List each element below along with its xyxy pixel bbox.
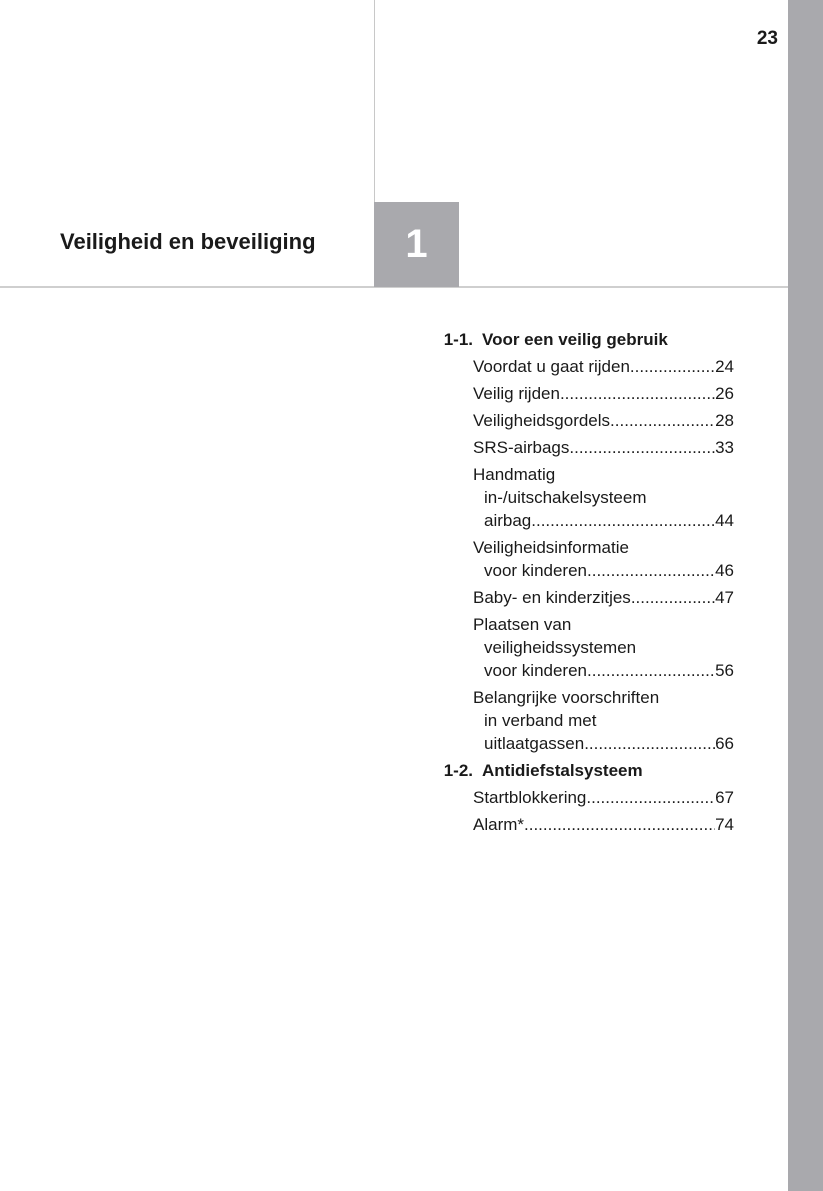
leader-dots xyxy=(587,559,715,582)
toc-entry[interactable] xyxy=(473,613,734,682)
section-number: 1-2. xyxy=(443,761,473,780)
toc-entry-text: voor kinderen xyxy=(484,561,588,580)
toc-entry[interactable] xyxy=(473,786,734,809)
toc-section-heading[interactable] xyxy=(420,328,734,351)
toc-entry-text: Veiligheidsinformatie xyxy=(473,538,629,557)
leader-dots xyxy=(584,732,715,755)
toc-entry-text: Belangrijke voorschriften xyxy=(473,688,660,707)
section-title: Voor een veilig gebruik xyxy=(482,330,668,349)
toc-entry-text: in verband met xyxy=(484,711,597,730)
toc-entry-line xyxy=(473,559,734,582)
toc-entry-text: Veilig rijden xyxy=(473,384,560,403)
toc-entry-text: Startblokkering xyxy=(473,788,587,807)
toc-entry-line xyxy=(473,732,734,755)
toc-page-number: 46 xyxy=(715,561,734,580)
toc-page-number: 67 xyxy=(715,788,734,807)
toc-entry-text: voor kinderen xyxy=(484,661,588,680)
chapter-number-box xyxy=(374,202,459,287)
toc-entry[interactable] xyxy=(473,355,734,378)
toc-entry-line xyxy=(473,659,734,682)
toc-page-number: 74 xyxy=(715,815,734,834)
side-thumb-tab xyxy=(788,0,823,1191)
section-number: 1-1. xyxy=(443,330,473,349)
vertical-divider xyxy=(374,0,375,203)
toc-entry-line xyxy=(473,509,734,532)
toc-page-number: 66 xyxy=(715,734,734,753)
toc-entry-line xyxy=(473,586,734,609)
toc-entry-text: Voordat u gaat rijden xyxy=(473,357,630,376)
toc-entry-line xyxy=(473,613,734,636)
leader-dots xyxy=(630,355,715,378)
toc-entry-line xyxy=(473,382,734,405)
toc-page-number: 44 xyxy=(715,511,734,530)
toc-entry-text: airbag xyxy=(484,511,532,530)
toc-entry-line xyxy=(473,536,734,559)
toc-entry-line xyxy=(473,786,734,809)
toc-entry[interactable] xyxy=(473,409,734,432)
toc-entry-text: Plaatsen van xyxy=(473,615,572,634)
leader-dots xyxy=(531,509,715,532)
toc-page-number: 47 xyxy=(715,588,734,607)
leader-dots xyxy=(524,813,715,836)
toc-entry[interactable] xyxy=(473,813,734,836)
toc-entry-line xyxy=(473,636,734,659)
toc-entry-line xyxy=(473,486,734,509)
toc-page-number: 28 xyxy=(715,411,734,430)
toc-page-number: 33 xyxy=(715,438,734,457)
leader-dots xyxy=(587,659,715,682)
toc-entry-text: SRS-airbags xyxy=(473,438,570,457)
toc-entry-text: veiligheidssystemen xyxy=(484,638,637,657)
toc-entry-line xyxy=(473,436,734,459)
toc-entry-text: Veiligheidsgordels xyxy=(473,411,611,430)
chapter-number: 1 xyxy=(405,222,428,266)
toc-entry-text: uitlaatgassen xyxy=(484,734,585,753)
table-of-contents xyxy=(420,328,734,840)
page-number: 23 xyxy=(756,28,778,49)
toc-entry-text: Handmatig xyxy=(473,465,556,484)
toc-entry-text: Baby- en kinderzitjes xyxy=(473,588,631,607)
toc-entry[interactable] xyxy=(473,436,734,459)
toc-entry[interactable] xyxy=(473,382,734,405)
section-title: Antidiefstalsysteem xyxy=(482,761,643,780)
leader-dots xyxy=(569,436,715,459)
toc-entry-line xyxy=(473,409,734,432)
toc-entry-line xyxy=(473,709,734,732)
toc-entry-text: Alarm* xyxy=(473,815,525,834)
leader-dots xyxy=(586,786,715,809)
leader-dots xyxy=(631,586,715,609)
leader-dots xyxy=(610,409,715,432)
chapter-title: Veiligheid en beveiliging xyxy=(60,229,316,254)
toc-entry-line xyxy=(473,463,734,486)
toc-page-number: 56 xyxy=(715,661,734,680)
toc-entry-line xyxy=(473,686,734,709)
leader-dots xyxy=(560,382,715,405)
toc-entry-line xyxy=(473,813,734,836)
toc-entry[interactable] xyxy=(473,536,734,582)
toc-entry-text: in-/uitschakelsysteem xyxy=(484,488,647,507)
toc-entry[interactable] xyxy=(473,686,734,755)
toc-entry-line xyxy=(473,355,734,378)
toc-entry[interactable] xyxy=(473,463,734,532)
toc-page-number: 24 xyxy=(715,357,734,376)
toc-page-number: 26 xyxy=(715,384,734,403)
toc-section-heading[interactable] xyxy=(420,759,734,782)
toc-entry[interactable] xyxy=(473,586,734,609)
